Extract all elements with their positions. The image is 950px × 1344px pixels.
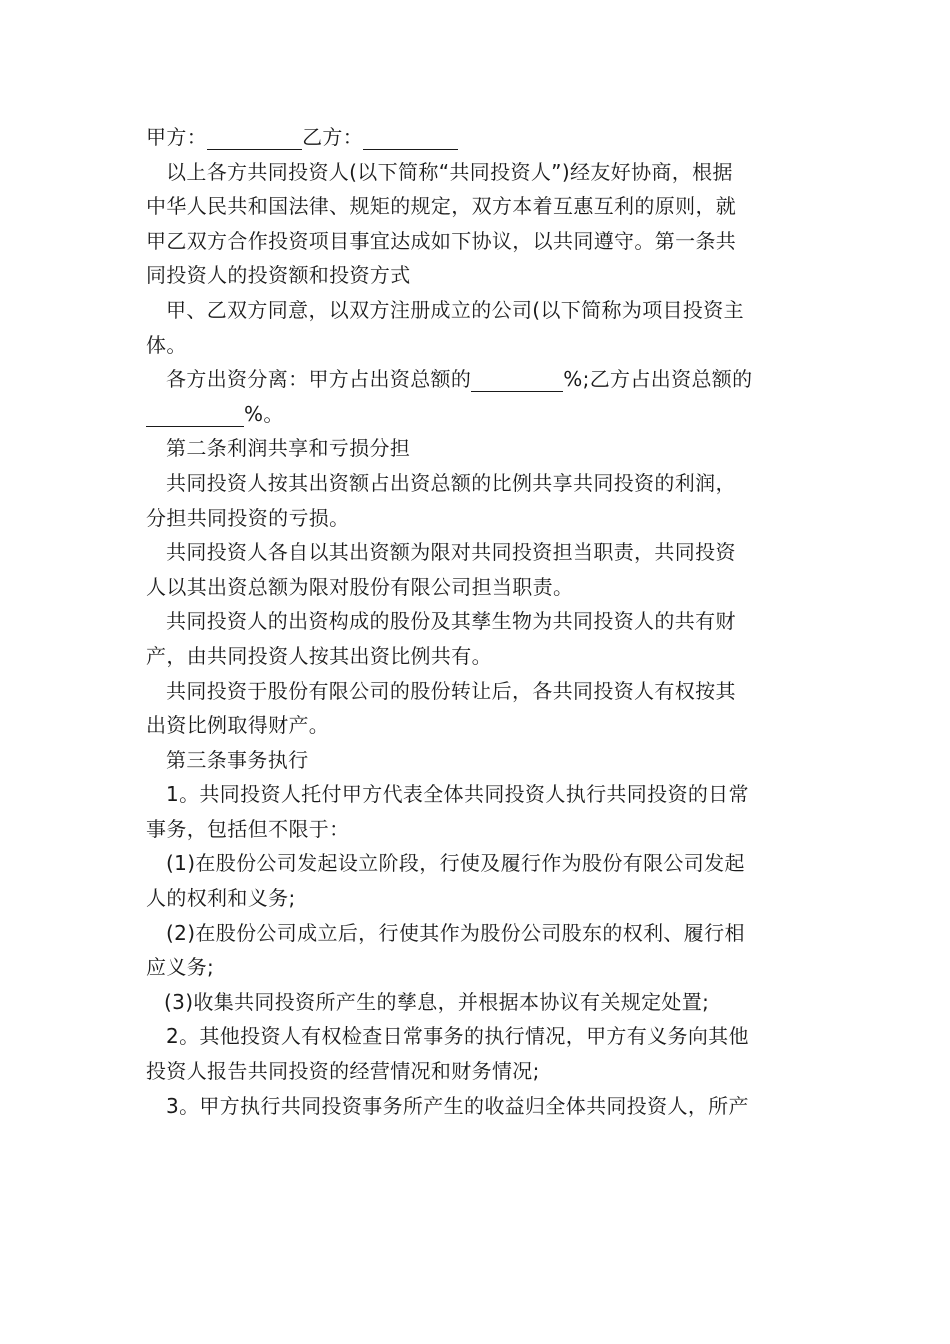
paragraph-line: 投资人报告共同投资的经营情况和财务情况; [146, 1059, 540, 1084]
paragraph-line: 应义务; [146, 955, 215, 980]
party-a-share-blank [471, 369, 563, 392]
paragraph-line: 产，由共同投资人按其出资比例共有。 [146, 643, 492, 668]
paragraph-line: 人以其出资总额为限对股份有限公司担当职责。 [146, 574, 574, 599]
contribution-line [146, 362, 810, 397]
paragraph-line: 甲乙双方合作投资项目事宜达成如下协议，以共同遵守。第一条共 [146, 228, 737, 253]
paragraph-line: (1)在股份公司发起设立阶段，行使及履行作为股份有限公司发起 [166, 851, 745, 876]
article-title: 第三条事务执行 [166, 747, 309, 772]
paragraph-line: 人的权利和义务; [146, 886, 296, 911]
paragraph-line: 中华人民共和国法律、规矩的规定，双方本着互惠互利的原则，就 [146, 194, 737, 219]
paragraph-line: 事务，包括但不限于： [146, 816, 350, 841]
party-b-blank [363, 127, 458, 150]
paragraph-line: 分担共同投资的亏损。 [146, 505, 350, 530]
contribution-end: %。 [244, 401, 284, 426]
paragraph-line: (2)在股份公司成立后，行使其作为股份公司股东的权利、履行相 [166, 920, 745, 945]
paragraph-line: 以上各方共同投资人(以下简称“共同投资人”)经友好协商，根据 [166, 159, 733, 184]
document-body [146, 120, 810, 1123]
paragraph-line: (3)收集共同投资所产生的孳息，并根据本协议有关规定处置; [164, 989, 710, 1014]
paragraph-line: 1。共同投资人托付甲方代表全体共同投资人执行共同投资的日常 [166, 782, 749, 807]
paragraph-line: 共同投资人各自以其出资额为限对共同投资担当职责，共同投资 [166, 540, 736, 565]
party-a-label: 甲方： [146, 125, 208, 149]
contribution-prefix: 各方出资分离：甲方占出资总额的 [166, 367, 472, 392]
paragraph-line: 2。其他投资人有权检查日常事务的执行情况，甲方有义务向其他 [166, 1024, 749, 1049]
party-b-share-blank [146, 404, 244, 427]
paragraph-line: 体。 [146, 332, 187, 357]
paragraph-line: 共同投资人的出资构成的股份及其孳生物为共同投资人的共有财 [166, 609, 736, 634]
parties-line [146, 120, 810, 155]
paragraph-line: 出资比例取得财产。 [146, 713, 330, 738]
article-title: 第二条利润共享和亏损分担 [166, 436, 411, 461]
paragraph-line: 3。甲方执行共同投资事务所产生的收益归全体共同投资人，所产 [166, 1093, 749, 1118]
paragraph-line: 同投资人的投资额和投资方式 [146, 263, 411, 288]
paragraph-line: 共同投资于股份有限公司的股份转让后，各共同投资人有权按其 [166, 678, 736, 703]
contribution-suffix: %;乙方占出资总额的 [563, 367, 753, 392]
contribution-line [146, 397, 810, 432]
paragraph-line: 共同投资人按其出资额占出资总额的比例共享共同投资的利润， [166, 470, 736, 495]
paragraph-line: 甲、乙双方同意，以双方注册成立的公司(以下简称为项目投资主 [166, 297, 744, 322]
party-a-blank [207, 127, 302, 150]
party-b-label: 乙方： [302, 125, 364, 149]
